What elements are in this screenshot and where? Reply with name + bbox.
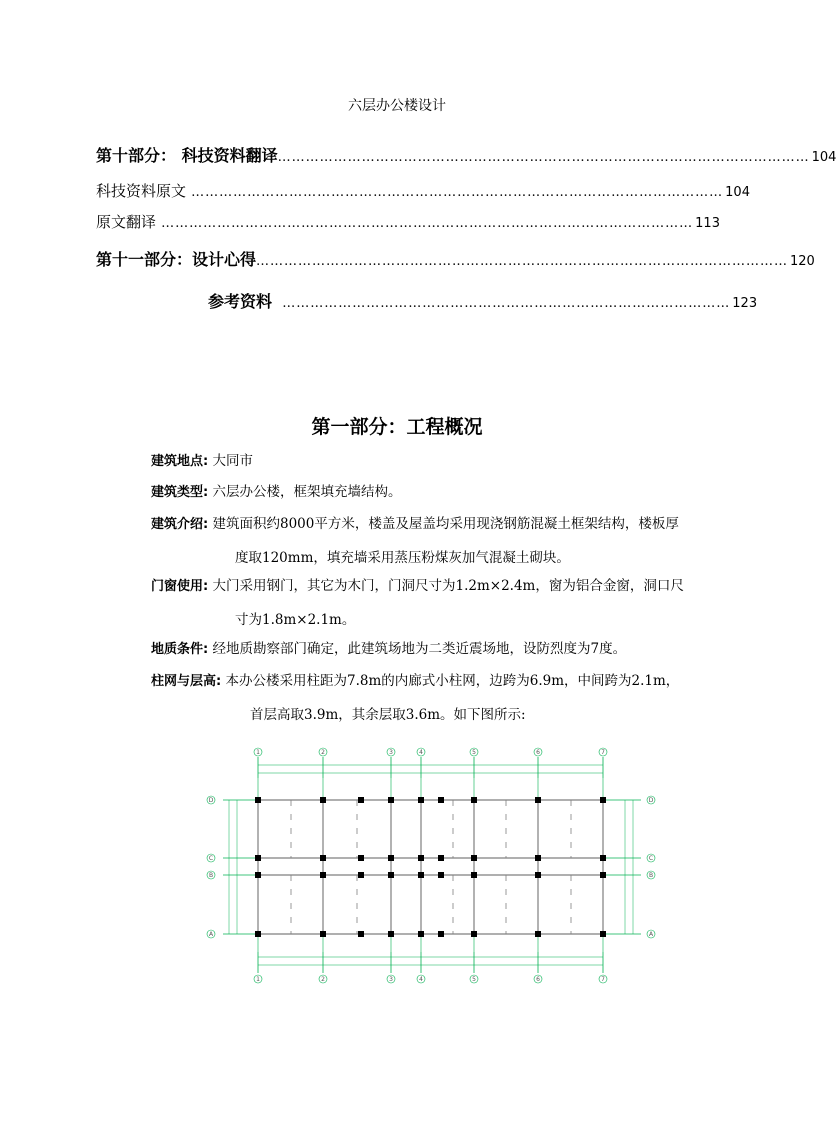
toc-entry-original-text [96, 180, 750, 201]
column [418, 931, 424, 937]
column [471, 872, 477, 878]
info-grid-continued: 首层高取3.9m，其余层取3.6m。如下图所示: [250, 707, 526, 723]
column [388, 797, 394, 803]
info-label: 建筑介绍: [151, 517, 209, 532]
axis-label-y: B [648, 872, 654, 879]
column [535, 797, 541, 803]
toc-leader-dots: …………………………………………………………………………………… [272, 296, 731, 311]
axis-label-y: C [648, 855, 654, 862]
axis-label-x: 5 [472, 976, 476, 983]
info-doors-continued: 寸为1.8m×2.1m。 [235, 612, 356, 628]
column [320, 797, 326, 803]
axis-label-y: A [208, 931, 214, 938]
column [438, 797, 444, 803]
page-header-title: 六层办公楼设计 [348, 98, 446, 114]
toc-label: 第十部分： 科技资料翻译 [96, 146, 278, 165]
axis-label-x: 2 [321, 976, 325, 983]
column [438, 931, 444, 937]
axis-label-y: A [648, 931, 654, 938]
info-text: 大门采用钢门，其它为木门，门洞尺寸为1.2m×2.4m，窗为铝合金窗，洞口尺 [208, 578, 684, 594]
info-intro-continued: 度取120mm，填充墙采用蒸压粉煤灰加气混凝土砌块。 [235, 550, 570, 566]
column [255, 872, 261, 878]
toc-label: 参考资料 [208, 292, 273, 311]
toc-entry-translation [96, 211, 720, 232]
floor-plan-drawing [205, 745, 657, 985]
column [535, 931, 541, 937]
column [600, 872, 606, 878]
info-geology [151, 640, 626, 659]
column [535, 872, 541, 878]
column [358, 872, 364, 878]
toc-label: 科技资料原文 [96, 182, 187, 200]
info-location [151, 452, 253, 471]
toc-label: 第十一部分：设计心得 [96, 250, 257, 269]
toc-page-number: 120 [790, 254, 815, 269]
info-label: 建筑类型: [151, 485, 209, 500]
info-text: 建筑面积约8000平方米，楼盖及屋盖均采用现浇钢筋混凝土框架结构，楼板厚 [208, 516, 679, 532]
info-label: 建筑地点: [151, 454, 209, 469]
axis-label-x: 7 [601, 976, 605, 983]
toc-leader-dots: …………………………………………………………………………………………………… [256, 254, 789, 269]
column [388, 872, 394, 878]
toc-page-number: 104 [811, 150, 836, 165]
column [418, 872, 424, 878]
toc-entry-part11 [96, 247, 815, 270]
column [471, 931, 477, 937]
info-label: 柱网与层高: [151, 674, 222, 689]
column [438, 872, 444, 878]
toc-page-number: 104 [725, 185, 750, 200]
info-label: 地质条件: [151, 642, 209, 657]
toc-entry-references [208, 289, 758, 312]
axis-label-x: 1 [256, 749, 260, 756]
toc-entry-part10 [96, 143, 836, 166]
axis-label-x: 1 [256, 976, 260, 983]
axis-label-x: 7 [601, 749, 605, 756]
column [320, 872, 326, 878]
toc-leader-dots: …………………………………………………………………………………………………… [156, 216, 694, 231]
column [471, 797, 477, 803]
toc-page-number: 123 [732, 296, 758, 311]
info-doors [151, 577, 684, 596]
column [388, 931, 394, 937]
toc-leader-dots: …………………………………………………………………………………………………… [277, 150, 810, 165]
axis-label-y: C [208, 855, 214, 862]
toc-page-number: 113 [695, 216, 720, 231]
column [255, 855, 261, 861]
info-grid [151, 672, 679, 691]
axis-label-x: 4 [419, 976, 423, 983]
info-type [151, 483, 402, 502]
column [600, 931, 606, 937]
info-label: 门窗使用: [151, 579, 209, 594]
column [438, 855, 444, 861]
info-text: 大同市 [208, 453, 253, 469]
axis-label-y: B [208, 872, 214, 879]
toc-label: 原文翻译 [96, 213, 157, 231]
axis-label-y: D [648, 797, 654, 804]
axis-label-x: 3 [389, 976, 393, 983]
column [418, 797, 424, 803]
axis-label-x: 6 [536, 976, 540, 983]
section-title: 第一部分：工程概况 [311, 416, 483, 438]
column [600, 855, 606, 861]
column [388, 855, 394, 861]
axis-label-x: 6 [536, 749, 540, 756]
column [358, 797, 364, 803]
column [320, 855, 326, 861]
axis-label-x: 5 [472, 749, 476, 756]
info-text: 经地质勘察部门确定，此建筑场地为二类近震场地，设防烈度为7度。 [208, 641, 627, 657]
toc-leader-dots: …………………………………………………………………………………………………… [186, 185, 724, 200]
axis-label-y: D [208, 797, 214, 804]
column [471, 855, 477, 861]
column [358, 931, 364, 937]
axis-label-x: 4 [419, 749, 423, 756]
axis-label-x: 2 [321, 749, 325, 756]
column [358, 855, 364, 861]
column [255, 797, 261, 803]
info-intro [151, 515, 679, 534]
column [535, 855, 541, 861]
column [255, 931, 261, 937]
column [600, 797, 606, 803]
column [418, 855, 424, 861]
axis-label-x: 3 [389, 749, 393, 756]
info-text: 本办公楼采用柱距为7.8m的内廊式小柱网，边跨为6.9m，中间跨为2.1m， [221, 673, 680, 689]
column [320, 931, 326, 937]
info-text: 六层办公楼，框架填充墙结构。 [208, 484, 402, 500]
